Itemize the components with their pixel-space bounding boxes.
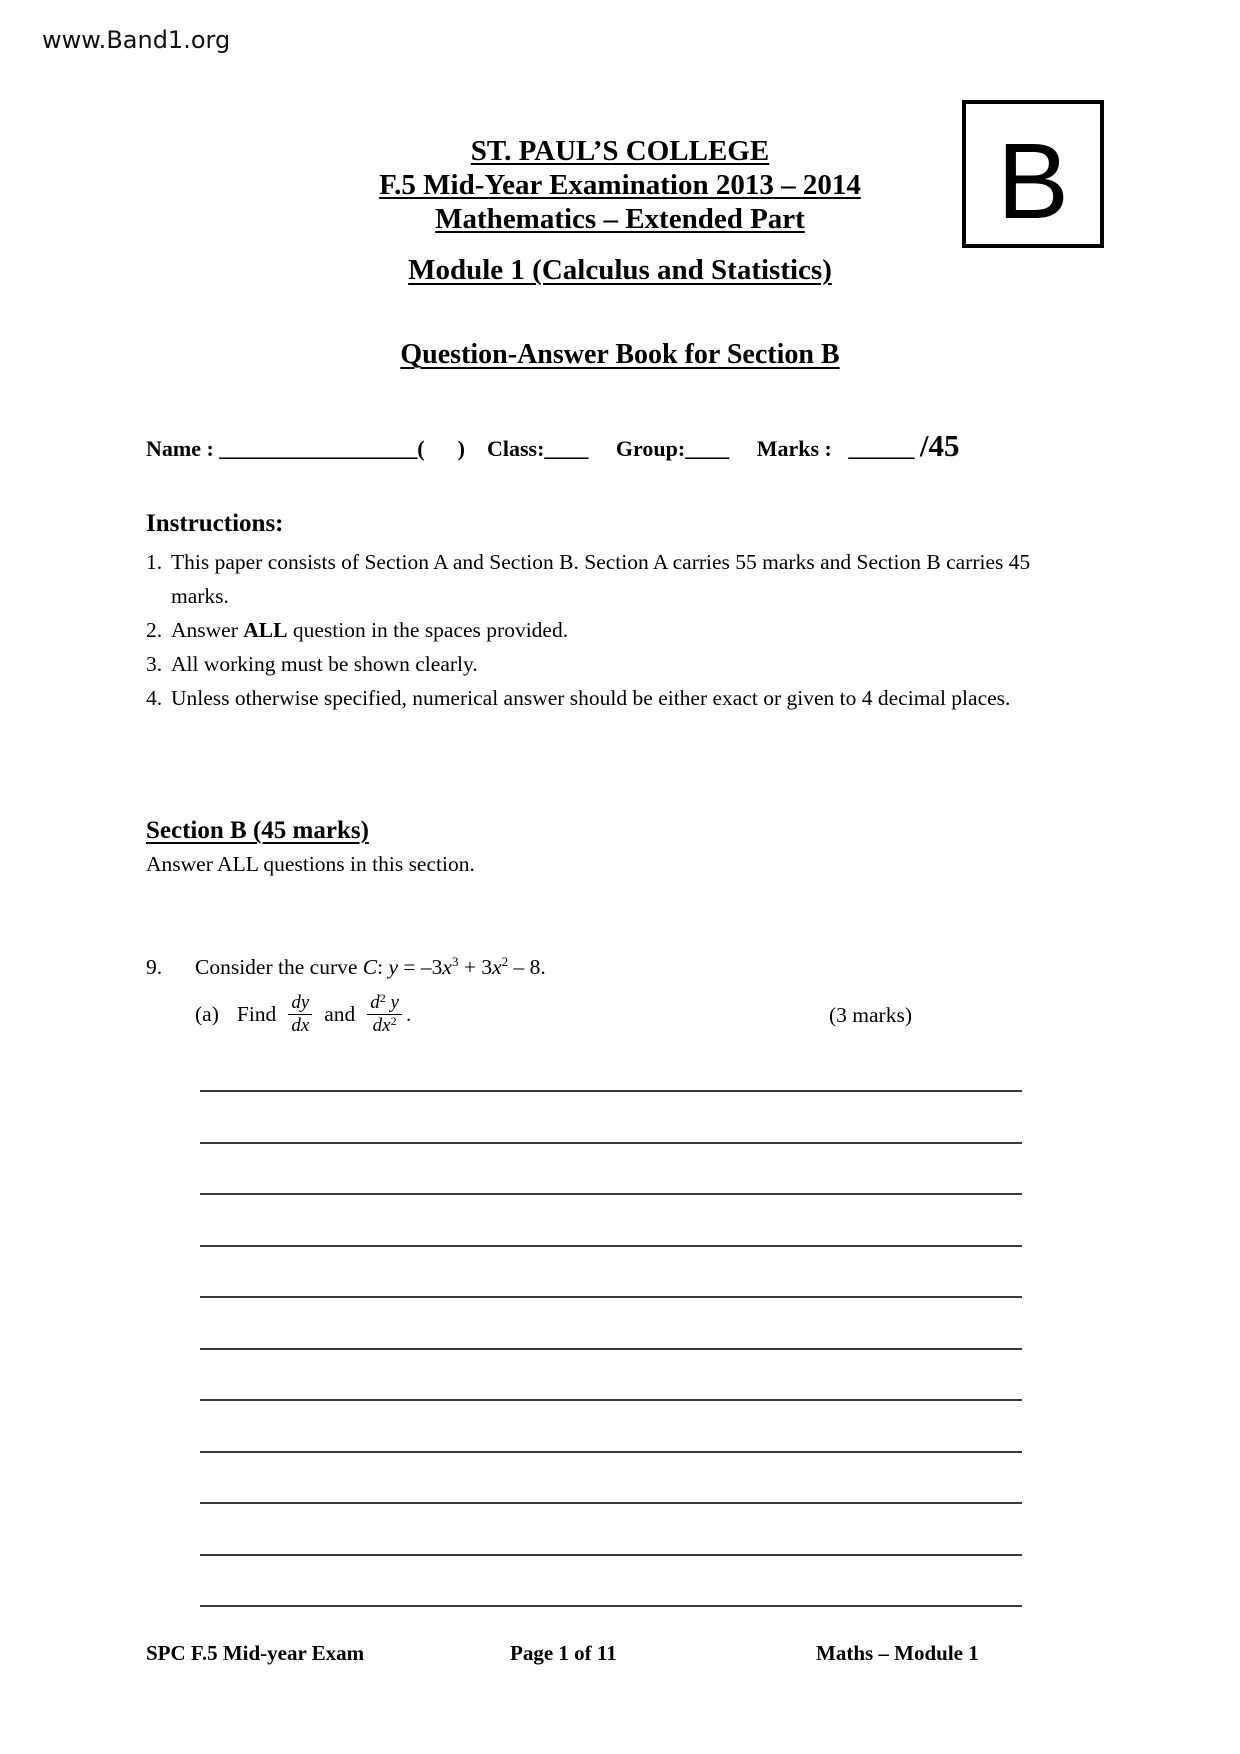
section-title: Section B (45 marks) (146, 817, 369, 844)
part-and: and (324, 1002, 356, 1026)
instructions-list (146, 545, 1076, 715)
fraction-numerator (367, 992, 402, 1015)
fraction-numerator: dy (288, 992, 312, 1015)
equation-term: + 3 (458, 955, 493, 979)
answer-line[interactable] (200, 1142, 1022, 1144)
instruction-number: 4. (146, 686, 163, 710)
paper-label-box: B (962, 100, 1104, 248)
equation-lhs: y (388, 955, 399, 979)
book-title: Question-Answer Book for Section B (400, 339, 840, 370)
answer-line[interactable] (200, 1451, 1022, 1453)
exam-header (250, 134, 990, 236)
question-text: Consider the curve C: $y = -3x^3 + 3x^2 - 8$. (195, 954, 546, 979)
instruction-text: This paper consists of Section A and Section B. Section A carries 55 marks and Section B carries 45 marks. (171, 550, 1031, 608)
question-part-a (195, 992, 411, 1037)
question-number: 9. (146, 955, 163, 979)
module-title: Module 1 (Calculus and Statistics) (408, 254, 832, 286)
instruction-text: Unless otherwise specified, numerical answer should be either exact or given to 4 decimal places. (171, 686, 1011, 710)
fraction-d2y-dx2 (367, 992, 402, 1037)
answer-line[interactable] (200, 1554, 1022, 1556)
denominator-exponent: 2 (390, 1014, 397, 1028)
footer-page-number: Page 1 of 11 (510, 1641, 617, 1665)
fraction-denominator (373, 1015, 397, 1037)
answer-line[interactable] (200, 1296, 1022, 1298)
instruction-text: All working must be shown clearly. (171, 652, 478, 676)
instruction-text-part: question in the spaces provided. (287, 618, 569, 642)
question-intro: Consider the curve (195, 955, 358, 979)
fraction-denominator: dx (291, 1015, 310, 1036)
equation-exponent: 3 (451, 954, 459, 969)
exam-title: F.5 Mid-Year Examination 2013 – 2014 (379, 169, 861, 201)
answer-line[interactable] (200, 1399, 1022, 1401)
instruction-item (146, 681, 1076, 715)
student-info-row (146, 428, 1096, 464)
answer-line[interactable] (200, 1245, 1022, 1247)
answer-line[interactable] (200, 1090, 1022, 1092)
footer-right: Maths – Module 1 (816, 1641, 979, 1665)
equation-exponent: 2 (501, 954, 509, 969)
marks-label: Marks : (756, 436, 832, 461)
answer-line[interactable] (200, 1605, 1022, 1607)
watermark-url: www.Band1.org (42, 26, 231, 54)
school-name: ST. PAUL’S COLLEGE (470, 135, 770, 167)
numerator-d: d (370, 992, 380, 1013)
instruction-number: 1. (146, 550, 163, 574)
equation-term: = –3 (398, 955, 443, 979)
equation-term: – 8. (508, 955, 546, 979)
answer-line[interactable] (200, 1502, 1022, 1504)
instruction-item (146, 647, 1076, 681)
subject-title: Mathematics – Extended Part (435, 203, 805, 235)
answer-space[interactable] (200, 1090, 1022, 1657)
instruction-item (146, 613, 1076, 647)
group-field[interactable]: Group:____ (615, 436, 730, 461)
numerator-exponent: 2 (379, 991, 386, 1005)
instruction-text (171, 613, 1076, 647)
answer-line[interactable] (200, 1193, 1022, 1195)
class-field[interactable]: Class:____ (486, 436, 589, 461)
equation-variable: x (492, 955, 502, 979)
equation-variable: x (442, 955, 452, 979)
marks-field[interactable]: ______ (848, 436, 915, 461)
name-field[interactable]: Name : __________________( ) (146, 436, 465, 461)
section-subtitle: Answer ALL questions in this section. (146, 852, 475, 876)
denominator-dx: dx (372, 1015, 391, 1036)
part-period: . (405, 1002, 412, 1026)
instruction-emphasis: ALL (243, 618, 288, 642)
marks-total: /45 (919, 428, 960, 463)
instructions-title: Instructions: (146, 510, 284, 537)
numerator-y: y (390, 992, 399, 1013)
instruction-text-part: Answer (171, 618, 244, 642)
part-find: Find (236, 1002, 277, 1026)
instruction-number: 3. (146, 652, 163, 676)
part-marks: (3 marks) (829, 1003, 912, 1027)
footer-left: SPC F.5 Mid-year Exam (146, 1641, 365, 1665)
curve-name: C (362, 955, 378, 979)
instruction-item (146, 545, 1076, 613)
answer-line[interactable] (200, 1348, 1022, 1350)
part-label: (a) (195, 1002, 219, 1026)
instruction-number: 2. (146, 618, 163, 642)
fraction-dy-dx (288, 992, 312, 1037)
